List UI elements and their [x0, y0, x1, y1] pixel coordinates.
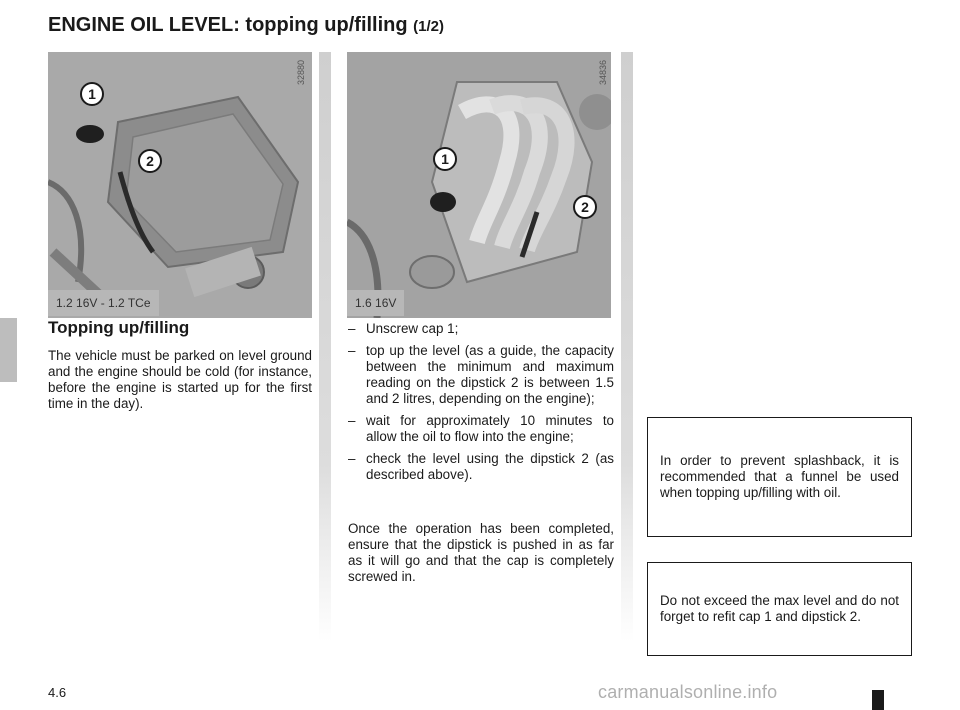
closing-paragraph: Once the operation has been completed, ensure that the dipstick is pushed in as far as it will go and that the cap is completely screwed in.: [348, 521, 614, 584]
page-title-text: ENGINE OIL LEVEL: topping up/filling: [48, 14, 408, 36]
step-text: wait for approximately 10 minutes to allow the oil to flow into the engine;: [366, 413, 614, 444]
note-box-funnel: [647, 417, 912, 537]
note-text-max-level: Do not exceed the max level and do not forget to refit cap 1 and dipstick 2.: [660, 593, 899, 624]
step-item: [348, 321, 614, 337]
section-body: The vehicle must be parked on level ground and the engine should be cold (for instance, before the engine is started up for the first time in the day).: [48, 348, 312, 411]
chapter-tab: [0, 318, 17, 382]
steps-list: [348, 321, 614, 489]
note-text-funnel: In order to prevent splashback, it is recommended that a funnel be used when topping up/filling with oil.: [660, 453, 899, 500]
step-item: [348, 343, 614, 407]
page-title: [48, 14, 444, 37]
step-item: [348, 451, 614, 483]
figure1-callout-2: 2: [138, 149, 162, 173]
engine-illustration-2: [347, 52, 611, 318]
step-text: top up the level (as a guide, the capacity between the minimum and maximum reading on the dipstick 2 is between 1.5 and 2 litres, depending on the engine);: [366, 343, 614, 406]
page-title-suffix: (1/2): [413, 18, 445, 35]
figure1-code: 32880: [296, 60, 306, 86]
engine-figure-2: [347, 52, 611, 318]
step-text: Unscrew cap 1;: [366, 321, 459, 336]
figure2-caption: 1.6 16V: [347, 290, 404, 316]
step-text: check the level using the dipstick 2 (as described above).: [366, 451, 614, 482]
step-dash: –: [348, 321, 356, 336]
figure1-callout-1: 1: [80, 82, 104, 106]
watermark: carmanualsonline.info: [598, 682, 778, 702]
step-dash: –: [348, 451, 356, 466]
step-item: [348, 413, 614, 445]
page-number: 4.6: [48, 685, 67, 700]
page-corner-mark: [872, 690, 884, 710]
note-box-max-level: [647, 562, 912, 656]
figure2-callout-1: 1: [433, 147, 457, 171]
figure2-callout-2: 2: [573, 195, 597, 219]
section-heading: Topping up/filling: [48, 318, 190, 337]
step-dash: –: [348, 343, 356, 358]
engine-figure-1: [48, 52, 312, 318]
figure1-caption: 1.2 16V - 1.2 TCe: [48, 290, 159, 316]
column-divider-right: [621, 52, 633, 642]
figure2-code: 34836: [598, 60, 608, 86]
step-dash: –: [348, 413, 356, 428]
column-divider-left: [319, 52, 331, 642]
